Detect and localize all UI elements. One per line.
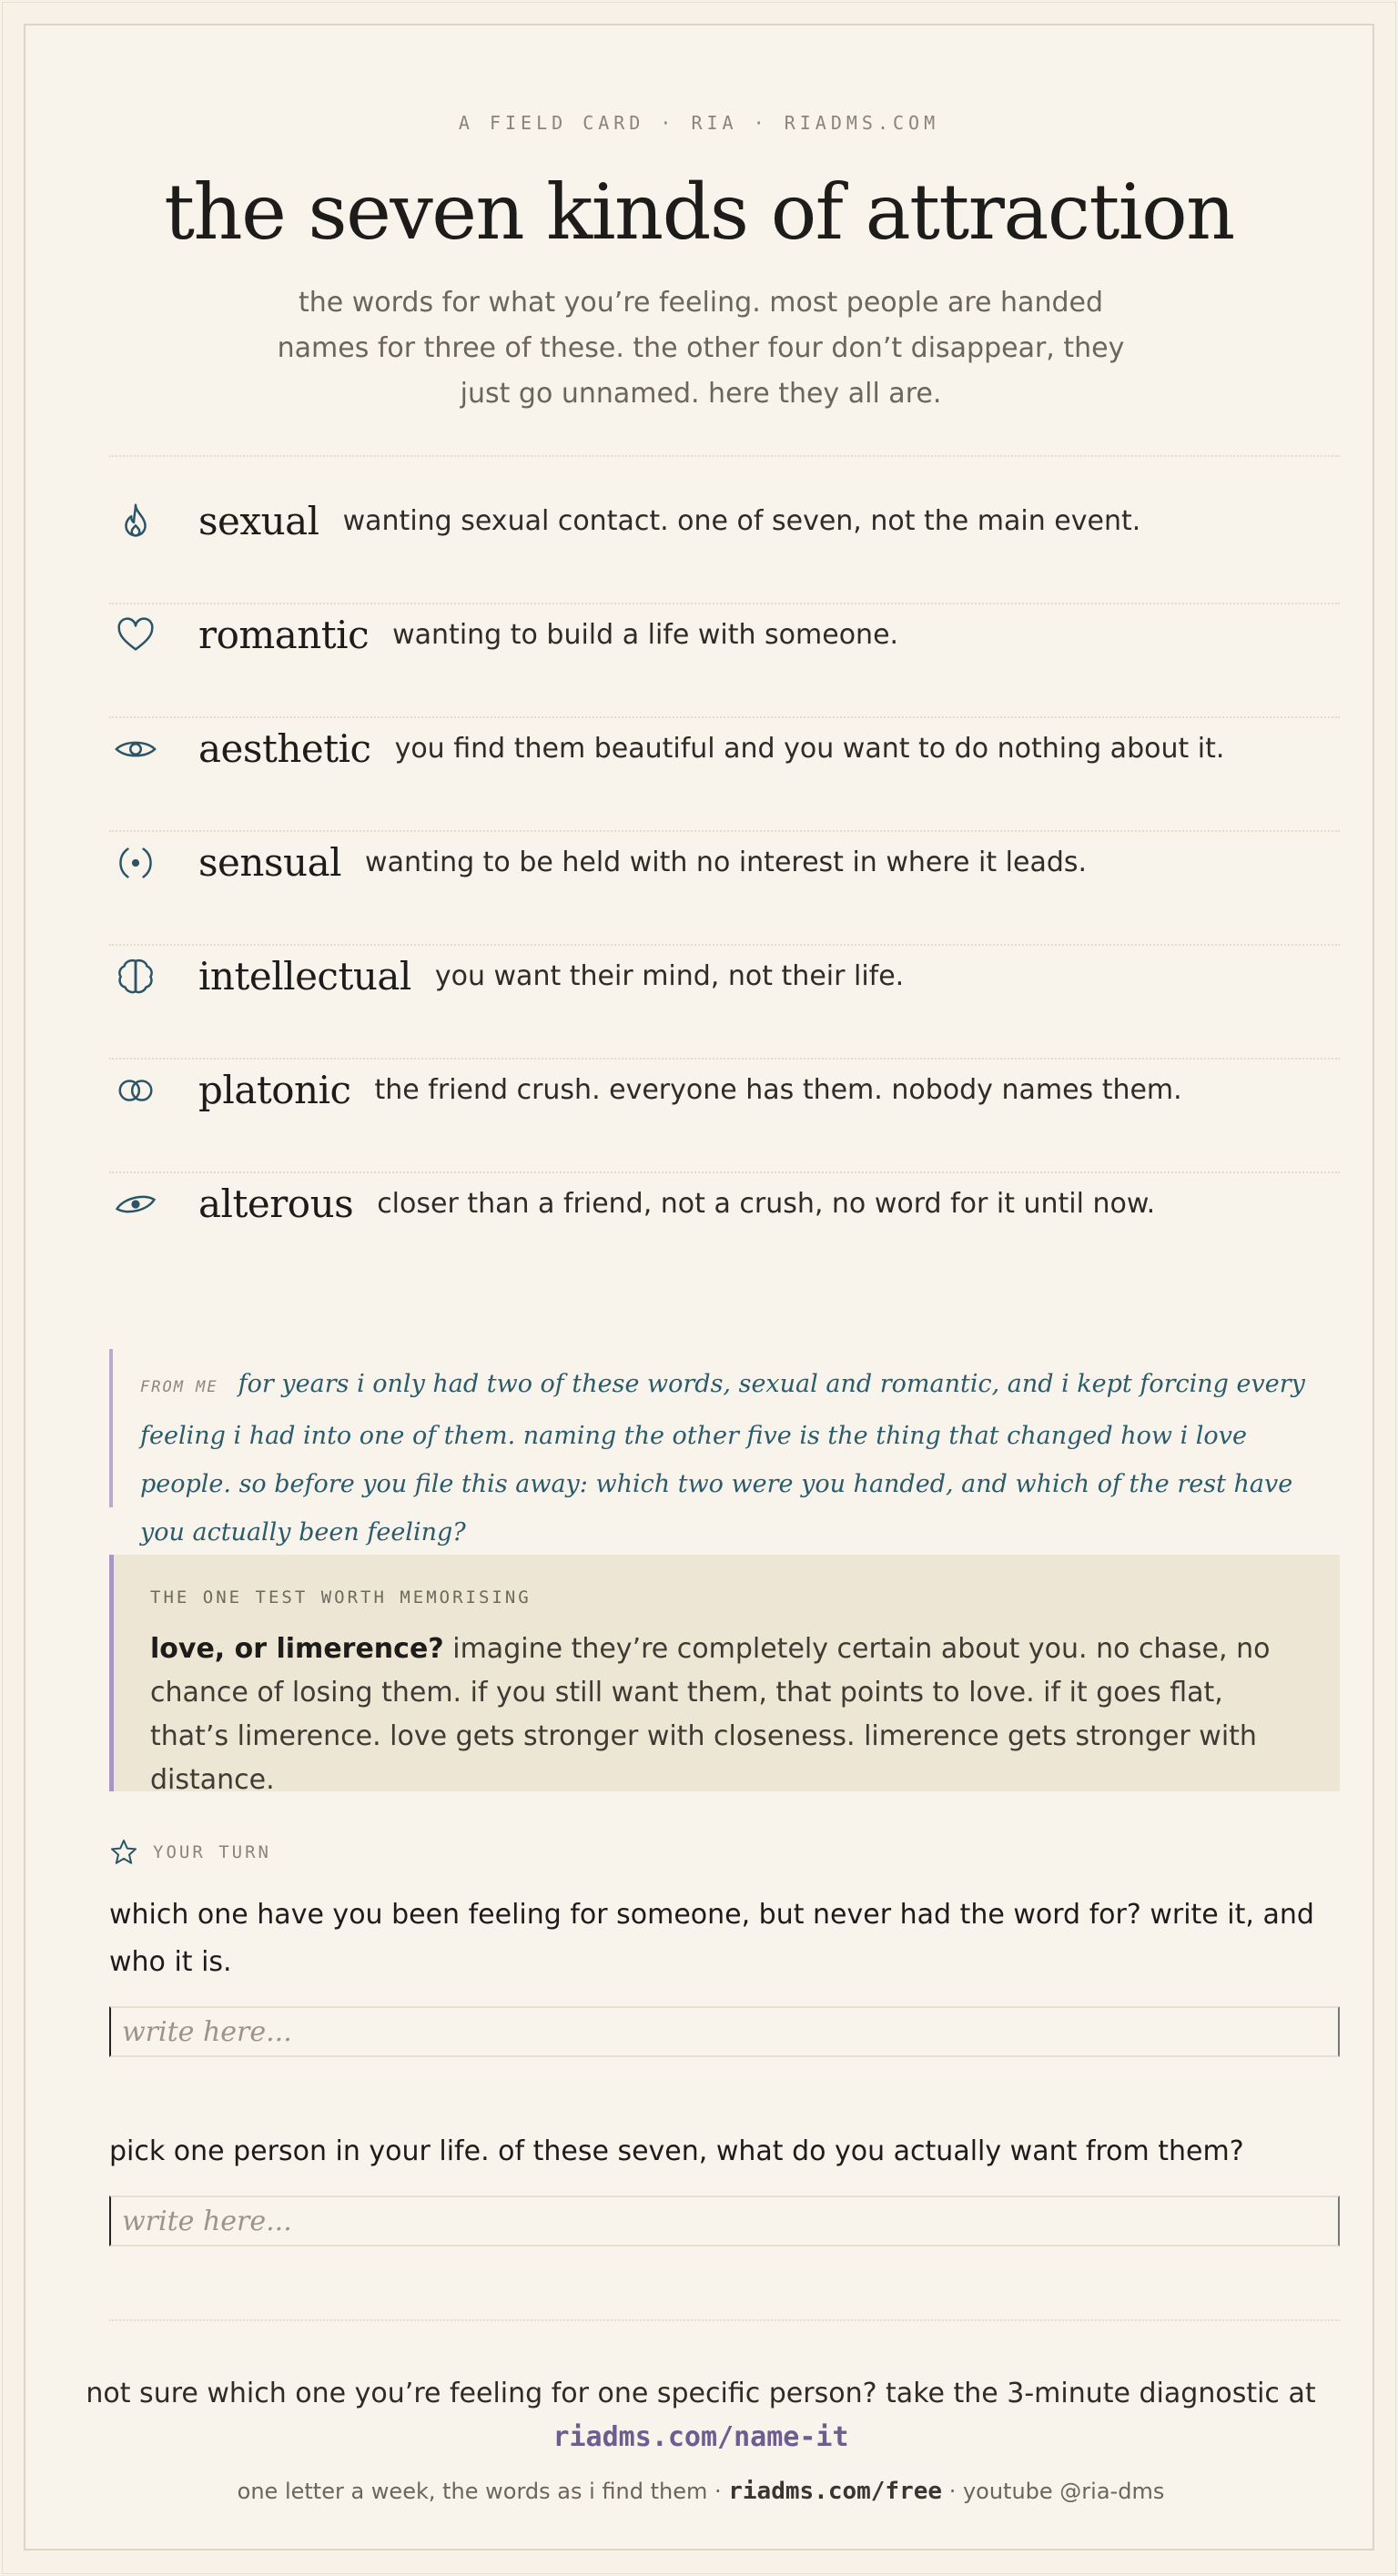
divider (109, 2319, 1340, 2321)
heart-icon (113, 613, 158, 658)
footer-small-text: one letter a week, the words as i find them · (237, 2479, 722, 2504)
kind-desc: closer than a friend, not a crush, no word for it until now. (377, 1188, 1156, 1220)
kind-name: sensual (198, 840, 342, 885)
kind-name: romantic (198, 613, 370, 657)
kind-row-sensual (109, 806, 1340, 919)
personal-note (109, 1349, 1340, 1547)
note-label: FROM ME (140, 1378, 218, 1396)
linked-circles-icon (113, 1068, 158, 1113)
your-turn-label: YOUR TURN (153, 1842, 271, 1862)
kind-name: sexual (198, 499, 319, 543)
test-label: THE ONE TEST WORTH MEMORISING (150, 1587, 532, 1607)
question-1: which one have you been feeling for someone, but never had the word for? write it, and who it is. (109, 1899, 1314, 1978)
test-body (150, 1628, 1298, 1802)
kind-desc: wanting to build a life with someone. (392, 619, 899, 651)
kind-row-alterous (109, 1147, 1340, 1261)
kind-row-platonic (109, 1033, 1340, 1147)
tilted-eye-icon (113, 1182, 158, 1227)
footer-text: not sure which one you’re feeling for one specific person? take the 3-minute diagnostic at (86, 2378, 1316, 2409)
answer-1-input[interactable] (109, 2006, 1340, 2057)
eye-icon (113, 726, 158, 772)
note-body: for years i only had two of these words, sexual and romantic, and i kept forcing every feeling i had into one of them. naming the other five is the thing that changed how i love people. so before you file this away: which two were you handed, and which of the rest have you actually been feeling? (140, 1370, 1305, 1547)
kind-desc: you find them beautiful and you want to do nothing about it. (394, 733, 1225, 765)
kind-desc: the friend crush. everyone has them. nobody names them. (374, 1074, 1182, 1106)
your-turn-header (109, 1837, 271, 1868)
test-lead: love, or limerence? (150, 1633, 444, 1665)
kind-name: platonic (198, 1068, 351, 1112)
kind-name: intellectual (198, 954, 411, 999)
subtitle: the words for what you’re feeling. most people are handed names for three of these. the other four don’t disappear, they just go unnamed. here they all are. (277, 287, 1125, 410)
kind-desc: you want their mind, not their life. (434, 960, 905, 992)
star-icon (109, 1838, 138, 1867)
kind-row-romantic (109, 578, 1340, 692)
footer-links (25, 2478, 1376, 2505)
test-callout (109, 1555, 1340, 1796)
field-card (24, 24, 1374, 2551)
kind-row-intellectual (109, 919, 1340, 1033)
kind-row-aesthetic (109, 692, 1340, 806)
brain-icon (113, 954, 158, 999)
eyebrow: A FIELD CARD · RIA · RIADMS.COM (458, 112, 940, 134)
answer-2-input[interactable] (109, 2196, 1340, 2246)
note-text (140, 1360, 1340, 1557)
page-title: the seven kinds of attraction (164, 167, 1234, 257)
footer-cta (25, 2372, 1376, 2459)
kind-name: alterous (198, 1182, 354, 1226)
kind-row-sexual (109, 464, 1340, 578)
divider (109, 455, 1340, 457)
question-2: pick one person in your life. of these seven, what do you actually want from them? (109, 2135, 1244, 2167)
kind-desc: wanting sexual contact. one of seven, not the main event. (342, 505, 1141, 537)
footer-youtube: · youtube @ria-dms (948, 2479, 1165, 2504)
test-text: imagine they’re completely certain about you. no chase, no chance of losing them. if you still want them, that points to love. if it goes flat, that’s limerence. love gets stronger with closeness. limerence gets stronger with distance. (150, 1633, 1271, 1796)
flame-icon (113, 499, 158, 544)
kind-desc: wanting to be held with no interest in where it leads. (365, 847, 1088, 878)
diagnostic-link[interactable]: riadms.com/name-it (552, 2421, 849, 2453)
newsletter-link[interactable]: riadms.com/free (728, 2478, 943, 2505)
kind-name: aesthetic (198, 726, 371, 771)
touch-icon (113, 840, 158, 886)
